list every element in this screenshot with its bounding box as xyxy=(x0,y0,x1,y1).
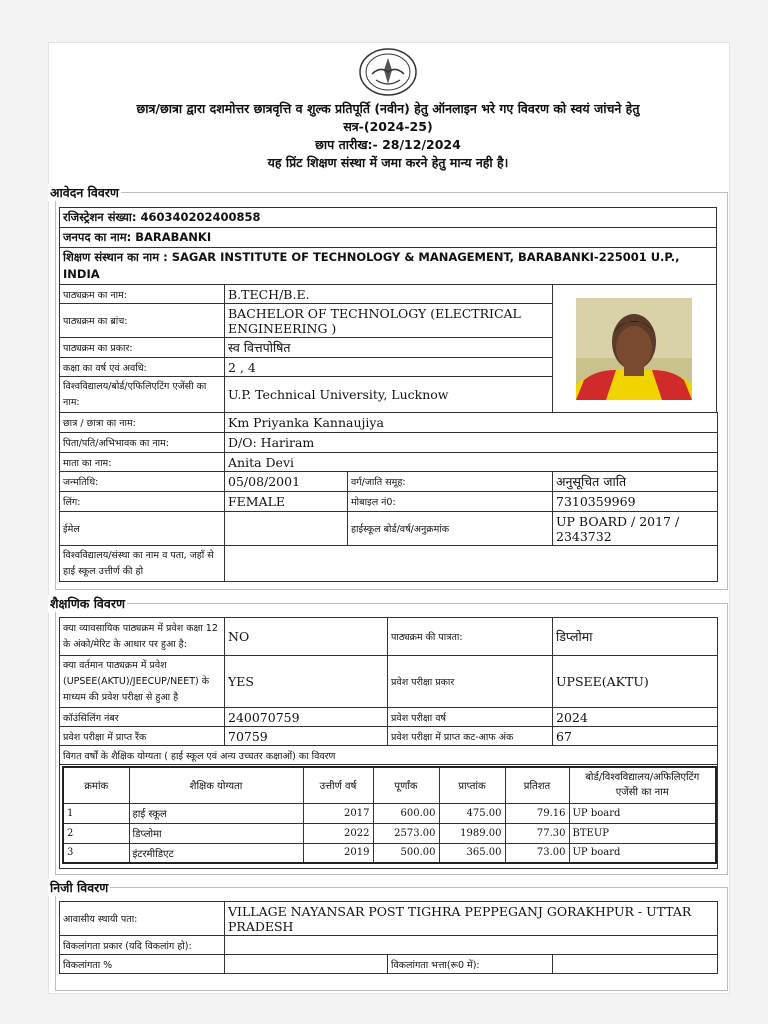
disability-percent xyxy=(225,955,388,974)
mobile-number: 7310359969 xyxy=(553,492,718,512)
up-govt-emblem-icon xyxy=(358,48,418,96)
qualification-table xyxy=(62,766,717,864)
disability-type xyxy=(225,936,718,955)
course-name: B.TECH/B.E. xyxy=(225,285,553,304)
table-row: 1 हाई स्कूल 2017 600.00 475.00 79.16 UP board xyxy=(63,803,716,823)
course-eligibility: डिप्लोमा xyxy=(553,618,718,656)
registration-number: रजिस्ट्रेशन संख्या: 460340202400858 xyxy=(60,208,717,228)
highschool-institution xyxy=(225,546,718,582)
entrance-rank: 70759 xyxy=(225,727,388,746)
table-row: 3 इंटरमीडिएट 2019 500.00 365.00 73.00 UP board xyxy=(63,843,716,863)
highschool-board: UP BOARD / 2017 / 2343732 xyxy=(553,512,718,546)
student-details-table: छात्र / छात्रा का नाम: Km Priyanka Kannaujiya पिता/पति/अभिभावक का नाम: D/O: Hariram माता का नाम: Anita Devi जन्मतिथि: 05/08/2001 वर्ग/जाति समूह: अनुसूचित जाति लिंग: FEMALE मोबाइल नं0: 7310359969 ईमेल हाईस्कूल बोर्ड/वर्ष/अनुक्रमांक UP BOARD / 2017 / 2343732 विश्वविद्यालय/संस्था का नाम व पता, जहाँ से हाई स्कूल उत्तीर्ण की हो xyxy=(59,412,718,582)
personal-table: आवासीय स्थायी पता: VILLAGE NAYANSAR POST TIGHRA PEPPEGANJ GORAKHPUR - UTTAR PRADESH विकलांगता प्रकार (यदि विकलांग हो): विकलांगता % विकलांगता भत्ता(रू0 में): xyxy=(59,901,718,974)
email xyxy=(225,512,348,546)
student-photo-image xyxy=(576,298,692,400)
academic-legend: शैक्षणिक विवरण xyxy=(50,596,125,611)
mother-name: Anita Devi xyxy=(225,453,718,472)
merit-admission: NO xyxy=(225,618,388,656)
personal-legend: निजी विवरण xyxy=(50,880,109,895)
institute-name: शिक्षण संस्थान का नाम : SAGAR INSTITUTE OF TECHNOLOGY & MANAGEMENT, BARABANKI-225001 U.P., INDIA xyxy=(60,248,717,285)
class-year: 2 , 4 xyxy=(225,358,553,377)
form-title: छात्र/छात्रा द्वारा दशमोत्तर छात्रवृत्ति व शुल्क प्रतिपूर्ति (नवीन) हेतु ऑनलाइन भरे गए विवरण को स्वयं जांचने हेतु xyxy=(136,101,640,116)
document-header xyxy=(48,42,728,182)
course-table: पाठ्यक्रम का नाम: B.TECH/B.E. पाठ्यक्रम का ब्रांच: BACHELOR OF TECHNOLOGY (ELECTRICAL ENGINEERING ) पाठ्यक्रम का प्रकार: स्व वित्तपोषित कक्षा का वर्ष एवं अवधि: 2 , 4 विश्वविद्यालय/बोर्ड/एफिलिएटिंग एजेंसी का नाम: U.P. Technical University, Lucknow xyxy=(59,284,553,413)
cutoff-marks: 67 xyxy=(553,727,718,746)
entrance-exam-type: UPSEE(AKTU) xyxy=(553,656,718,708)
session: सत्र-(2024-25) xyxy=(343,119,433,134)
application-header-table xyxy=(59,207,717,285)
date-of-birth: 05/08/2001 xyxy=(225,472,348,492)
print-note: यह प्रिंट शिक्षण संस्था में जमा करने हेतु मान्य नही है। xyxy=(267,155,509,170)
caste-category: अनुसूचित जाति xyxy=(553,472,718,492)
print-date: छाप तारीख:- 28/12/2024 xyxy=(315,137,461,152)
student-photo xyxy=(576,298,692,400)
counselling-number: 240070759 xyxy=(225,708,388,727)
application-legend: आवेदन विवरण xyxy=(50,185,119,200)
qualification-header-row: क्रमांक शैक्षिक योग्यता उत्तीर्ण वर्ष पूर्णांक प्राप्तांक प्रतिशत बोर्ड/विश्वविद्यालय/अफिलिएटिंग एजेंसी का नाम xyxy=(63,767,716,803)
university-name: U.P. Technical University, Lucknow xyxy=(225,377,553,413)
course-type: स्व वित्तपोषित xyxy=(225,338,553,358)
father-name: D/O: Hariram xyxy=(225,433,718,453)
gender: FEMALE xyxy=(225,492,348,512)
table-row: 2 डिप्लोमा 2022 2573.00 1989.00 77.30 BTEUP xyxy=(63,823,716,843)
student-name: Km Priyanka Kannaujiya xyxy=(225,413,718,433)
entrance-admission: YES xyxy=(225,656,388,708)
entrance-exam-year: 2024 xyxy=(553,708,718,727)
permanent-address: VILLAGE NAYANSAR POST TIGHRA PEPPEGANJ GORAKHPUR - UTTAR PRADESH xyxy=(225,902,718,936)
academic-table: क्या व्यावसायिक पाठ्यक्रम में प्रवेश कक्षा 12 के अंको/मेरिट के आधार पर हुआ है: NO पाठ्यक्रम की पात्रता: डिप्लोमा क्या वर्तमान पाठ्यक्रम में प्रवेश (UPSEE(AKTU)/JEECUP/NEET) के माध्यम की प्रवेश परीक्षा से हुआ है YES प्रवेश परीक्षा प्रकार UPSEE(AKTU) कॉउंसिलिंग नंबर 240070759 प्रवेश परीक्षा वर्ष 2024 प्रवेश परीक्षा में प्राप्त रैंक 70759 प्रवेश परीक्षा में प्राप्त कट-आफ अंक 67 विगत वर्षों के शैक्षिक योग्यता ( हाई स्कूल एवं अन्य उच्चतर कक्षाओं) का विवरण xyxy=(59,617,718,869)
disability-allowance xyxy=(553,955,718,974)
district-name: जनपद का नाम: BARABANKI xyxy=(60,228,717,248)
course-branch: BACHELOR OF TECHNOLOGY (ELECTRICAL ENGINEERING ) xyxy=(225,304,553,338)
